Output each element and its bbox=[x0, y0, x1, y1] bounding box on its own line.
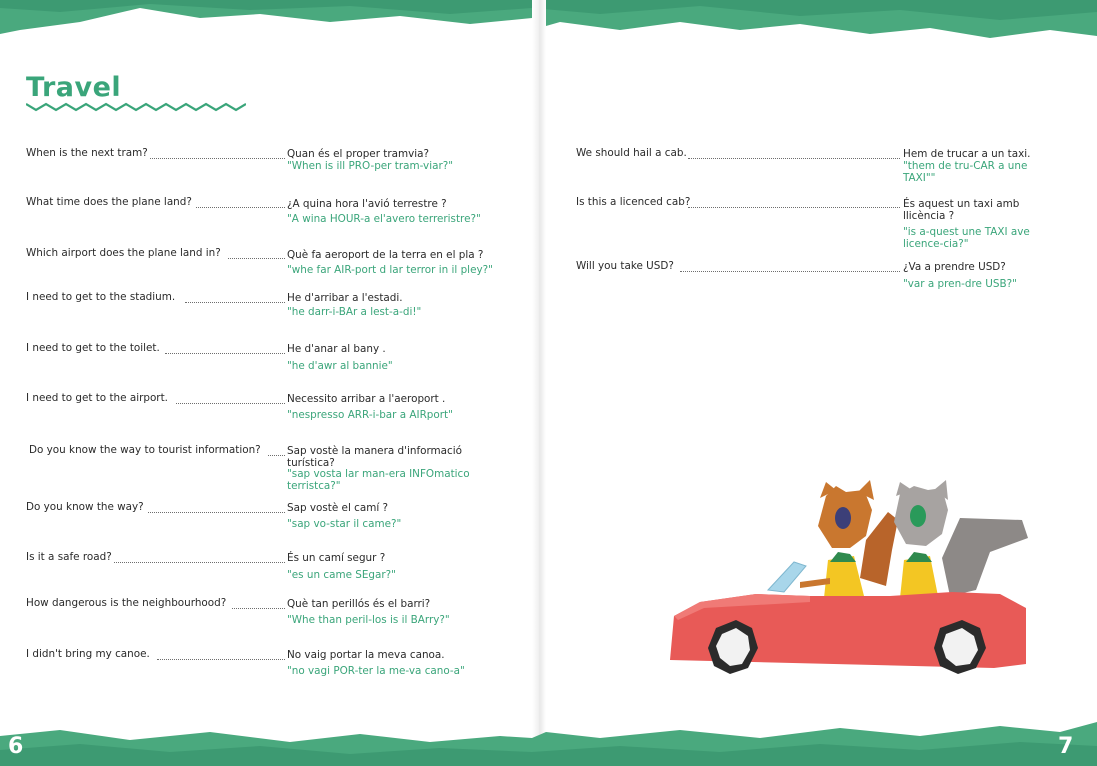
catalan-translation: He d'anar al bany . bbox=[287, 343, 386, 355]
dot-leader bbox=[688, 158, 900, 159]
title-zigzag-underline bbox=[26, 100, 246, 114]
phonetic-pronunciation: "whe far AIR-port d lar terror in il pley?" bbox=[287, 264, 493, 276]
dot-leader bbox=[114, 562, 285, 563]
english-phrase: Do you know the way? bbox=[26, 501, 144, 513]
dot-leader bbox=[176, 403, 285, 404]
page-gutter bbox=[532, 0, 546, 766]
catalan-translation: Sap vostè la manera d'informació turística? bbox=[287, 445, 462, 469]
english-phrase: Is this a licenced cab? bbox=[576, 196, 691, 208]
phonetic-pronunciation: "he d'awr al bannie" bbox=[287, 360, 393, 372]
english-phrase: I need to get to the toilet. bbox=[26, 342, 160, 354]
phonetic-pronunciation: "When is ill PRO-per tram-viar?" bbox=[287, 160, 454, 172]
catalan-translation: És aquest un taxi amb llicència ? bbox=[903, 198, 1020, 222]
catalan-translation: ¿Va a prendre USD? bbox=[903, 261, 1006, 273]
english-phrase: I didn't bring my canoe. bbox=[26, 648, 150, 660]
phonetic-pronunciation: "sap vosta lar man-era INFOmatico terristca?" bbox=[287, 468, 470, 492]
page-title: Travel bbox=[26, 72, 122, 103]
english-phrase: I need to get to the stadium. bbox=[26, 291, 176, 303]
phonetic-pronunciation: "is a-quest une TAXI ave licence-cia?" bbox=[903, 226, 1030, 250]
squirrels-car-illustration bbox=[660, 478, 1040, 693]
english-phrase: How dangerous is the neighbourhood? bbox=[26, 597, 227, 609]
phonetic-pronunciation: "Whe than peril-los is il BArry?" bbox=[287, 614, 450, 626]
catalan-translation: Quan és el proper tramvia? bbox=[287, 148, 430, 160]
dot-leader bbox=[165, 353, 285, 354]
page-number-left: 6 bbox=[8, 734, 24, 759]
catalan-translation: Què fa aeroport de la terra en el pla ? bbox=[287, 249, 484, 261]
english-phrase: Do you know the way to tourist information? bbox=[29, 444, 261, 456]
catalan-translation: ¿A quina hora l'avió terrestre ? bbox=[287, 198, 447, 210]
catalan-translation: No vaig portar la meva canoa. bbox=[287, 649, 445, 661]
english-phrase: We should hail a cab. bbox=[576, 147, 687, 159]
catalan-translation: És un camí segur ? bbox=[287, 552, 386, 564]
top-decorative-band bbox=[0, 0, 1097, 42]
phonetic-pronunciation: "es un came SEgar?" bbox=[287, 569, 396, 581]
catalan-translation: He d'arribar a l'estadi. bbox=[287, 292, 403, 304]
phonetic-pronunciation: "he darr-i-BAr a lest-a-di!" bbox=[287, 306, 422, 318]
catalan-translation: Què tan perillós és el barri? bbox=[287, 598, 431, 610]
dot-leader bbox=[232, 608, 285, 609]
catalan-translation: Sap vostè el camí ? bbox=[287, 502, 389, 514]
dot-leader bbox=[688, 207, 900, 208]
phonetic-pronunciation: "them de tru-CAR a une TAXI"" bbox=[903, 160, 1028, 184]
dot-leader bbox=[680, 271, 900, 272]
phonetic-pronunciation: "var a pren-dre USB?" bbox=[903, 278, 1017, 290]
english-phrase: What time does the plane land? bbox=[26, 196, 192, 208]
dot-leader bbox=[185, 302, 285, 303]
phonetic-pronunciation: "nespresso ARR-i-bar a AIRport" bbox=[287, 409, 453, 421]
dot-leader bbox=[196, 207, 285, 208]
english-phrase: When is the next tram? bbox=[26, 147, 148, 159]
catalan-translation: Necessito arribar a l'aeroport . bbox=[287, 393, 446, 405]
phonetic-pronunciation: "sap vo-star il came?" bbox=[287, 518, 402, 530]
dot-leader bbox=[268, 455, 285, 456]
dot-leader bbox=[157, 659, 285, 660]
page-number-right: 7 bbox=[1058, 734, 1074, 759]
english-phrase: Which airport does the plane land in? bbox=[26, 247, 221, 259]
phonetic-pronunciation: "no vagi POR-ter la me-va cano-a" bbox=[287, 665, 465, 677]
english-phrase: Is it a safe road? bbox=[26, 551, 112, 563]
catalan-translation: Hem de trucar a un taxi. bbox=[903, 148, 1031, 160]
english-phrase: I need to get to the airport. bbox=[26, 392, 168, 404]
dot-leader bbox=[228, 258, 285, 259]
dot-leader bbox=[150, 158, 285, 159]
bottom-decorative-band bbox=[0, 712, 1097, 766]
phonetic-pronunciation: "A wina HOUR-a el'avero terreristre?" bbox=[287, 213, 481, 225]
english-phrase: Will you take USD? bbox=[576, 260, 674, 272]
dot-leader bbox=[148, 512, 285, 513]
